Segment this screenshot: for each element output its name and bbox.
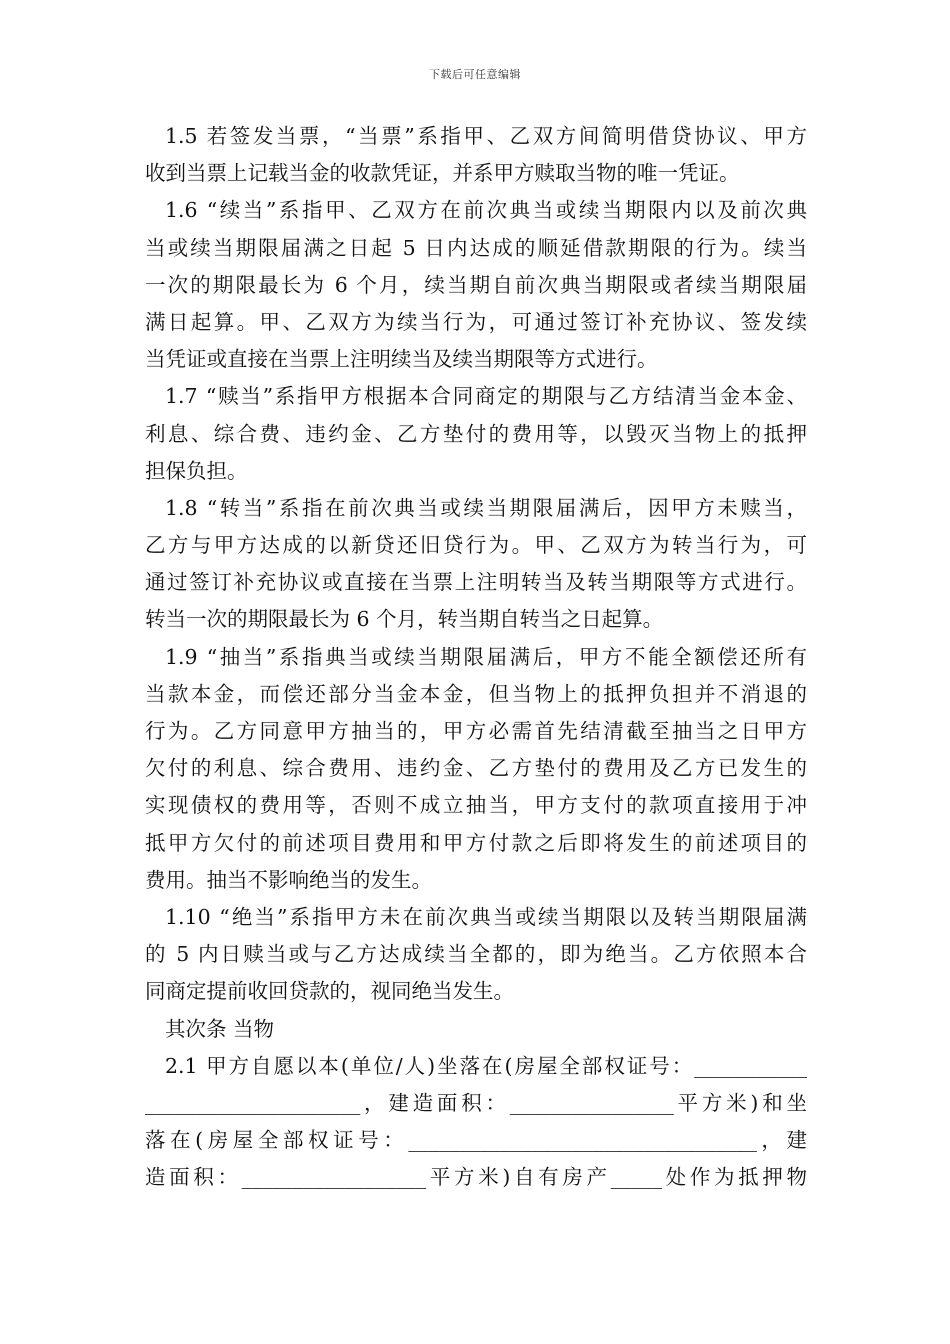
text-line: 的 5 内日赎当或与乙方达成续当全都的，即为绝当。乙方依照本合 bbox=[145, 942, 807, 967]
text-line: 抵甲方欠付的前述项目费用和甲方付款之后即将发生的前述项目的 bbox=[145, 830, 807, 855]
document-body bbox=[145, 118, 807, 1196]
text-line: 1.9 “抽当”系指典当或续当期限届满后，甲方不能全额偿还所有 bbox=[165, 644, 807, 669]
text-line: 行为。乙方同意甲方抽当的，甲方必需首先结清截至抽当之日甲方 bbox=[145, 719, 807, 743]
text-line: 实现债权的费用等，否则不成立抽当，甲方支付的款项直接用于冲 bbox=[145, 793, 807, 818]
text-line: 一次的期限最长为 6 个月，续当期自前次典当期限或者续当期限届 bbox=[145, 272, 807, 297]
text-line: 乙方与甲方达成的以新贷还旧贷行为。甲、乙双方为转当行为，可 bbox=[145, 533, 807, 558]
text-line: 1.6 “续当”系指甲、乙双方在前次典当或续当期限内以及前次典 bbox=[165, 198, 807, 223]
text-line: 2.1 甲方自愿以本(单位/人)坐落在(房屋全部权证号：___________ bbox=[165, 1053, 807, 1078]
text-line: 落在(房屋全部权证号：__________________________________，建 bbox=[145, 1128, 807, 1153]
page-header: 下载后可任意编辑 bbox=[429, 68, 521, 81]
text-line: 担保负担。 bbox=[145, 458, 248, 483]
text-line: 其次条 当物 bbox=[165, 1016, 275, 1041]
text-line: 利息、综合费、违约金、乙方垫付的费用等，以毁灭当物上的抵押 bbox=[145, 421, 807, 446]
text-line: 1.10 “绝当”系指甲方未在前次典当或续当期限以及转当期限届满 bbox=[165, 904, 807, 929]
text-line: 当款本金，而偿还部分当金本金，但当物上的抵押负担并不消退的 bbox=[145, 681, 807, 706]
text-line: 1.8 “转当”系指在前次典当或续当期限届满后，因甲方未赎当， bbox=[165, 495, 807, 520]
text-line: 1.7 “赎当”系指甲方根据本合同商定的期限与乙方结清当金本金、 bbox=[165, 384, 807, 409]
text-line: 造面积：__________________平方米)自有房产_____处作为抵押物 bbox=[145, 1165, 807, 1190]
text-line: 满日起算。甲、乙双方为续当行为，可通过签订补充协议、签发续 bbox=[145, 309, 807, 334]
text-line: 欠付的利息、综合费用、违约金、乙方垫付的费用及乙方已发生的 bbox=[145, 756, 807, 781]
text-line: 转当一次的期限最长为 6 个月，转当期自转当之日起算。 bbox=[145, 607, 664, 632]
text-line: 当或续当期限届满之日起 5 日内达成的顺延借款期限的行为。续当 bbox=[145, 235, 807, 260]
text-line: 当凭证或直接在当票上注明续当及续当期限等方式进行。 bbox=[145, 347, 658, 372]
text-line: 同商定提前收回贷款的，视同绝当发生。 bbox=[145, 979, 514, 1004]
text-line: 收到当票上记载当金的收款凭证，并系甲方赎取当物的唯一凭证。 bbox=[145, 161, 740, 186]
text-line: 通过签订补充协议或直接在当票上注明转当及转当期限等方式进行。 bbox=[145, 570, 807, 595]
text-line: 1.5 若签发当票，“当票”系指甲、乙双方间简明借贷协议、甲方 bbox=[165, 124, 807, 148]
text-line: _____________________，建造面积：________________平方米)和坐 bbox=[145, 1090, 807, 1115]
text-line: 费用。抽当不影响绝当的发生。 bbox=[145, 867, 432, 892]
